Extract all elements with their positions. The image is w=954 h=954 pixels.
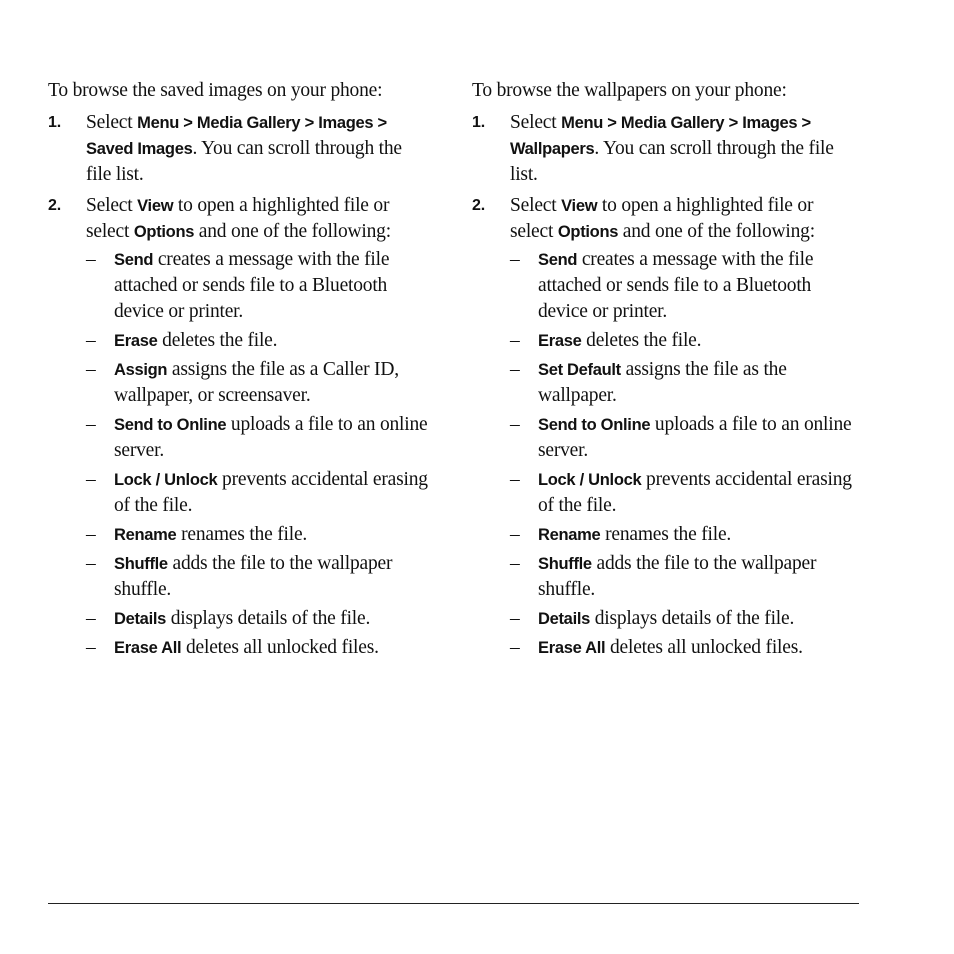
- option-name: Send: [114, 251, 154, 269]
- list-item: [510, 522, 852, 548]
- step-text: to open a highlighted file or select: [86, 195, 390, 242]
- menu-path: Menu > Media Gallery > Images > Wallpapers: [510, 114, 811, 158]
- dash-bullet: –: [86, 524, 96, 545]
- option-description: uploads a file to an online server.: [538, 414, 852, 461]
- option-description: deletes the file.: [157, 330, 278, 351]
- step-text: to open a highlighted file or select: [510, 195, 814, 242]
- dash-bullet: –: [510, 553, 520, 574]
- dash-bullet: –: [510, 414, 520, 435]
- option-name: Erase: [538, 332, 582, 350]
- step-text: Select: [86, 112, 138, 133]
- step-number: 1.: [472, 114, 485, 131]
- list-item: [510, 606, 852, 632]
- list-item: [86, 357, 428, 409]
- option-description: creates a message with the file attached or sends file to a Bluetooth device or printer.: [114, 249, 390, 322]
- right-intro: To browse the wallpapers on your phone:: [472, 80, 787, 101]
- step-text: Select: [510, 112, 562, 133]
- list-item: [86, 522, 428, 548]
- option-description: deletes all unlocked files.: [181, 637, 379, 658]
- list-item: [510, 412, 852, 464]
- right-column: [472, 78, 852, 666]
- option-name: Details: [538, 610, 591, 628]
- step-number: 2.: [48, 197, 61, 214]
- step-text: Select: [86, 195, 138, 216]
- list-item: [510, 357, 852, 409]
- options-option: Options: [133, 223, 195, 241]
- step-text: and one of the following:: [194, 221, 391, 242]
- menu-path: Menu > Media Gallery > Images > Saved Images: [86, 114, 387, 158]
- dash-bullet: –: [510, 330, 520, 351]
- dash-bullet: –: [510, 608, 520, 629]
- dash-bullet: –: [86, 359, 96, 380]
- step-number: 1.: [48, 114, 61, 131]
- option-name: Erase All: [114, 639, 182, 657]
- dash-bullet: –: [86, 249, 96, 270]
- step-number: 2.: [472, 197, 485, 214]
- dash-bullet: –: [86, 608, 96, 629]
- dash-bullet: –: [86, 414, 96, 435]
- step-text: Select: [510, 195, 562, 216]
- step-text: and one of the following:: [618, 221, 815, 242]
- left-column: [48, 78, 428, 666]
- option-name: Erase: [114, 332, 158, 350]
- option-name: Rename: [538, 526, 601, 544]
- list-item: [86, 412, 428, 464]
- dash-bullet: –: [86, 469, 96, 490]
- option-description: adds the file to the wallpaper shuffle.: [114, 553, 393, 600]
- option-description: deletes the file.: [581, 330, 702, 351]
- view-option: View: [561, 197, 598, 215]
- list-item: [510, 467, 852, 519]
- option-description: prevents accidental erasing of the file.: [114, 469, 428, 516]
- option-name: Assign: [114, 361, 168, 379]
- option-description: assigns the file as the wallpaper.: [538, 359, 787, 406]
- list-item: [86, 467, 428, 519]
- option-description: creates a message with the file attached or sends file to a Bluetooth device or printer.: [538, 249, 814, 322]
- option-name: Send to Online: [538, 416, 651, 434]
- option-name: Rename: [114, 526, 177, 544]
- option-description: renames the file.: [600, 524, 732, 545]
- dash-bullet: –: [86, 637, 96, 658]
- right-step-1: [472, 110, 852, 188]
- dash-bullet: –: [86, 330, 96, 351]
- right-options-list: [510, 247, 852, 661]
- list-item: [86, 606, 428, 632]
- step-text: . You can scroll through the file list.: [86, 138, 402, 185]
- option-description: assigns the file as a Caller ID, wallpaper, or screensaver.: [114, 359, 399, 406]
- option-name: Shuffle: [538, 555, 592, 573]
- option-description: renames the file.: [176, 524, 308, 545]
- option-description: deletes all unlocked files.: [605, 637, 803, 658]
- option-name: Send: [538, 251, 578, 269]
- list-item: [510, 551, 852, 603]
- footer-divider: [48, 903, 859, 904]
- list-item: [510, 247, 852, 325]
- option-name: Lock / Unlock: [114, 471, 218, 489]
- option-name: Set Default: [538, 361, 621, 379]
- left-step-1: [48, 110, 428, 188]
- right-step-2: [472, 193, 852, 661]
- left-step-2: [48, 193, 428, 661]
- left-options-list: [86, 247, 428, 661]
- list-item: [86, 551, 428, 603]
- list-item: [510, 635, 852, 661]
- option-description: uploads a file to an online server.: [114, 414, 428, 461]
- option-name: Details: [114, 610, 167, 628]
- view-option: View: [137, 197, 174, 215]
- dash-bullet: –: [86, 553, 96, 574]
- list-item: [510, 328, 852, 354]
- option-name: Lock / Unlock: [538, 471, 642, 489]
- option-description: adds the file to the wallpaper shuffle.: [538, 553, 817, 600]
- option-name: Send to Online: [114, 416, 227, 434]
- list-item: [86, 328, 428, 354]
- option-description: displays details of the file.: [166, 608, 371, 629]
- dash-bullet: –: [510, 359, 520, 380]
- left-intro: To browse the saved images on your phone:: [48, 80, 383, 101]
- step-text: . You can scroll through the file list.: [510, 138, 834, 185]
- list-item: [86, 635, 428, 661]
- dash-bullet: –: [510, 249, 520, 270]
- dash-bullet: –: [510, 637, 520, 658]
- option-name: Erase All: [538, 639, 606, 657]
- dash-bullet: –: [510, 524, 520, 545]
- option-description: displays details of the file.: [590, 608, 795, 629]
- option-name: Shuffle: [114, 555, 168, 573]
- list-item: [86, 247, 428, 325]
- option-description: prevents accidental erasing of the file.: [538, 469, 852, 516]
- options-option: Options: [557, 223, 619, 241]
- dash-bullet: –: [510, 469, 520, 490]
